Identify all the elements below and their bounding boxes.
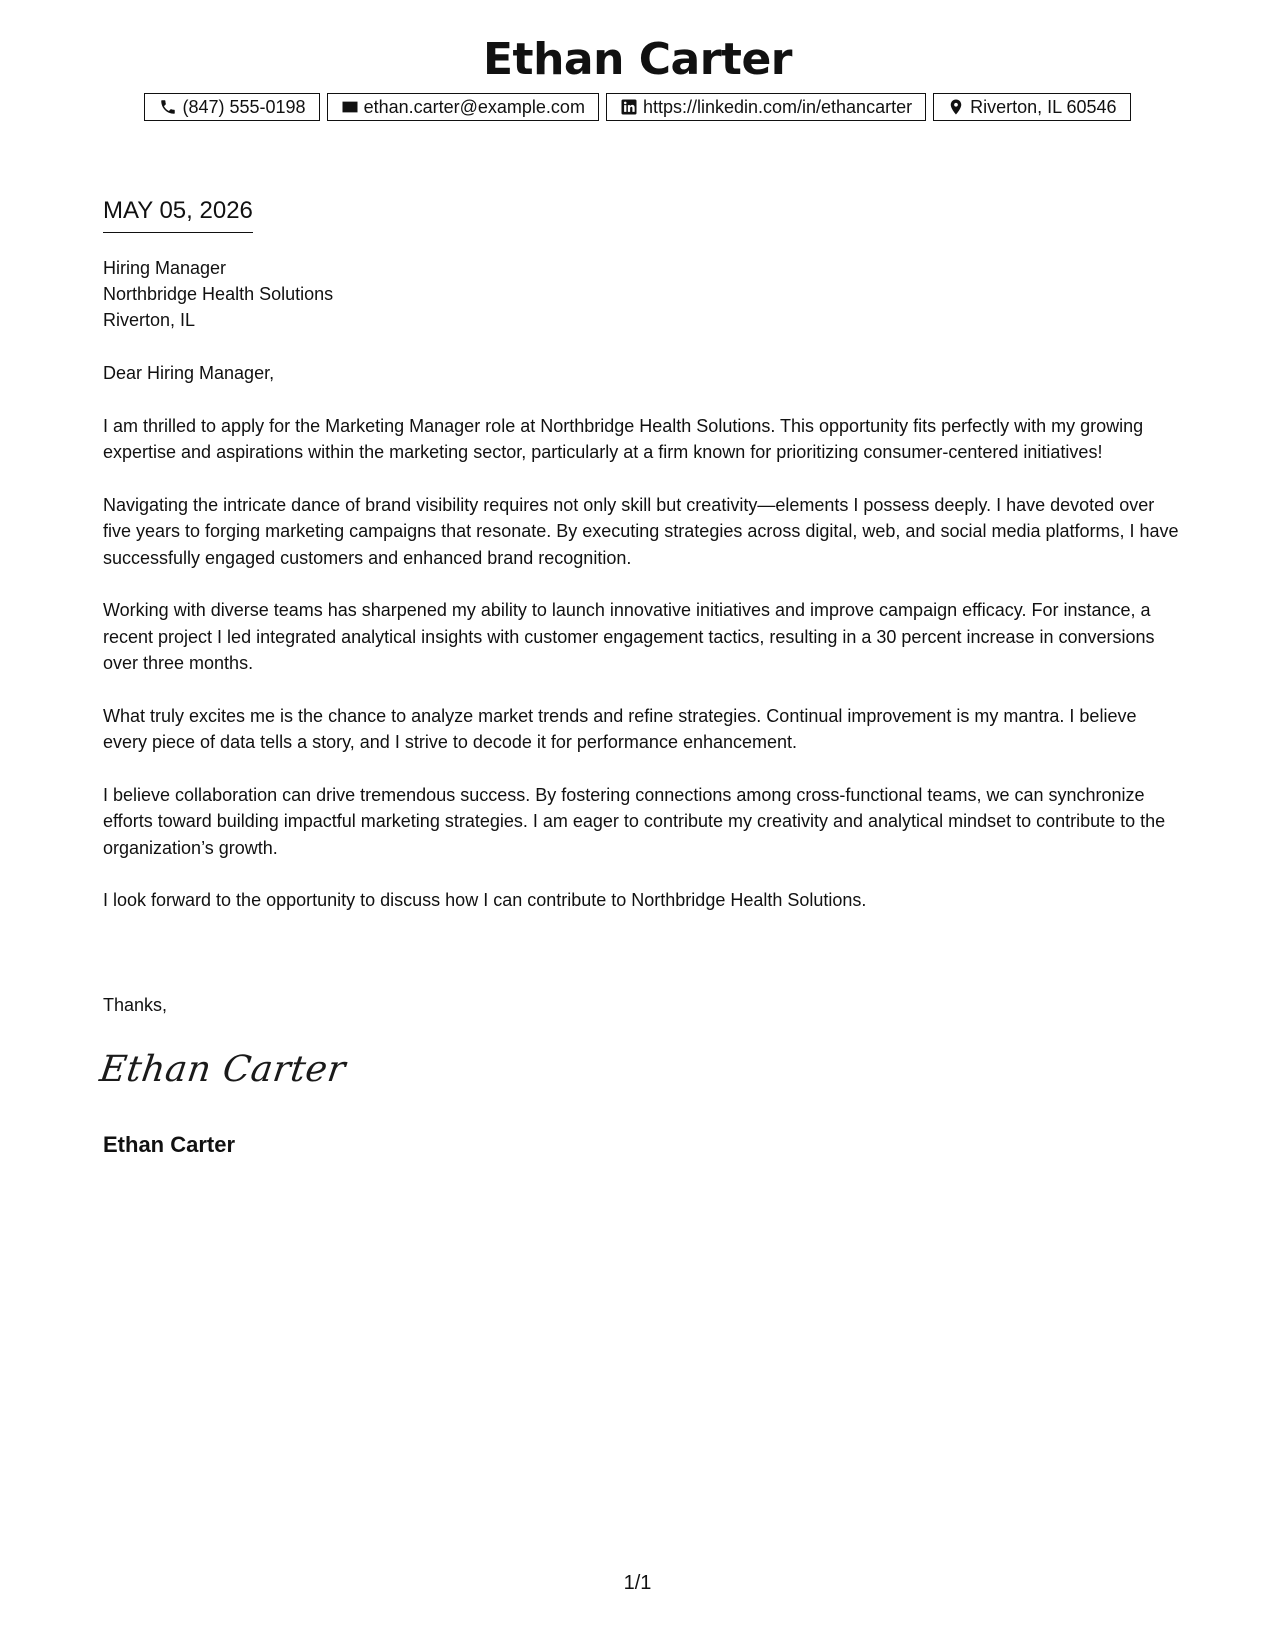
body-paragraph: I am thrilled to apply for the Marketing Manager role at Northbridge Health Solutions. This opportunity fits perfectly with my growing expertise and aspirations within the marketing sector, particularly at a firm known for prioritizing consumer-centered initiatives! — [103, 415, 1144, 462]
letter-date: MAY 05, 2026 — [103, 196, 253, 233]
handwritten-signature: Ethan Carter — [97, 1049, 349, 1090]
envelope-icon — [341, 98, 359, 116]
body-paragraph: Navigating the intricate dance of brand visibility requires not only skill but creativity—elements I possess deeply. I have devoted over five years to forging marketing campaigns that resonate. By executing strategies across digital, web, and social media platforms, I have successfully engaged customers and enhanced brand recognition. — [103, 494, 1179, 568]
body-paragraph: I look forward to the opportunity to discuss how I can contribute to Northbridge Health Solutions. — [103, 890, 867, 910]
location-text: Riverton, IL 60546 — [970, 97, 1117, 117]
signed-name: Ethan Carter — [103, 1132, 236, 1157]
applicant-name-heading: Ethan Carter — [482, 34, 792, 85]
recipient-block — [103, 255, 333, 333]
contact-phone[interactable] — [144, 93, 319, 121]
contact-linkedin[interactable] — [606, 93, 926, 121]
contact-info-bar — [0, 93, 1275, 121]
body-paragraph: I believe collaboration can drive tremendous success. By fostering connections among cross-functional teams, we can synchronize efforts toward building impactful marketing strategies. I am eager to contribute my creativity and analytical mindset to contribute to the organization’s growth. — [103, 784, 1166, 858]
recipient-company: Northbridge Health Solutions — [103, 284, 334, 304]
contact-location[interactable] — [933, 93, 1130, 121]
greeting: Dear Hiring Manager, — [103, 363, 275, 383]
linkedin-text: https://linkedin.com/in/ethancarter — [642, 97, 913, 117]
linkedin-icon — [620, 98, 638, 116]
letter-body — [103, 360, 1183, 940]
email-text: ethan.carter@example.com — [363, 97, 585, 117]
body-paragraph: What truly excites me is the chance to analyze market trends and refine strategies. Continual improvement is my mantra. I believe every piece of data tells a story, and I strive to decode it for performance enhancement. — [103, 705, 1137, 752]
contact-email[interactable] — [327, 93, 599, 121]
recipient-title: Hiring Manager — [103, 258, 227, 278]
body-paragraph: Working with diverse teams has sharpened my ability to launch innovative initiatives and improve campaign efficacy. For instance, a recent project I led integrated analytical insights with customer engagement tactics, resulting in a 30 percent increase in conversions over three months. — [103, 600, 1155, 673]
phone-text: (847) 555-0198 — [182, 97, 306, 117]
page-number: 1/1 — [623, 1572, 652, 1594]
closing-line: Thanks, — [103, 995, 168, 1015]
recipient-city: Riverton, IL — [103, 310, 196, 330]
phone-icon — [159, 98, 177, 116]
map-pin-icon — [947, 98, 965, 116]
